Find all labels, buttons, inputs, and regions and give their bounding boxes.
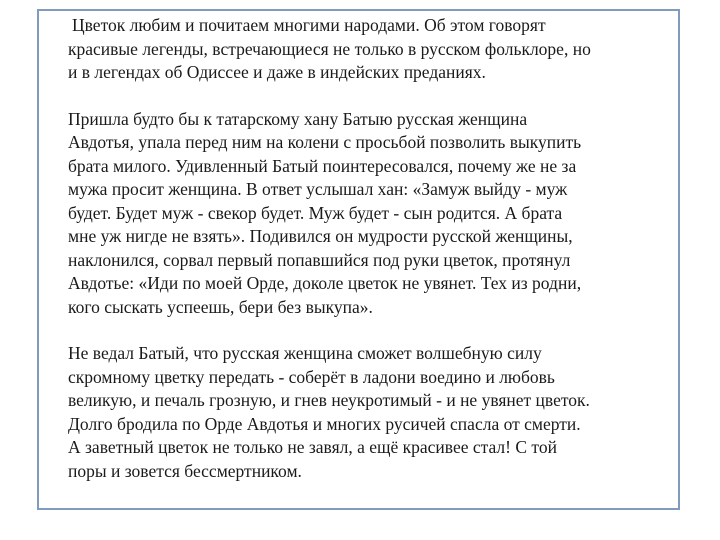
text-line: Не ведал Батый, что русская женщина сможет волшебную силу xyxy=(68,343,542,363)
text-line: кого сыскать успеешь, бери без выкупа». xyxy=(68,296,373,317)
paragraph-1 xyxy=(68,14,678,85)
text-line: брата милого. Удивленный Батый поинтересовался, почему же не за xyxy=(68,155,577,176)
text-line: мужа просит женщина. В ответ услышал хан: «Замуж выйду - муж xyxy=(68,179,568,199)
text-line: А заветный цветок не только не завял, а ещё красивее стал! С той xyxy=(68,437,557,457)
text-line: Цветок любим и почитаем многими народами. Об этом говорят xyxy=(72,15,546,35)
text-line: Долго бродила по Орде Авдотья и многих русичей спасла от смерти. xyxy=(68,413,581,434)
text-line: наклонился, сорвал первый попавшийся под руки цветок, протянул xyxy=(68,249,571,270)
text-line: Авдотья, упала перед ним на колени с просьбой позволить выкупить xyxy=(68,132,582,152)
paragraph-3 xyxy=(68,342,678,483)
text-line: будет. Будет муж - свекор будет. Муж будет - сын родится. А брата xyxy=(68,202,563,223)
text-line: поры и зовется бессмертником. xyxy=(68,460,302,481)
text-line: и в легендах об Одиссее и даже в индейских преданиях. xyxy=(68,62,486,82)
text-line: Авдотье: «Иди по моей Орде, доколе цветок не увянет. Тех из родни, xyxy=(68,273,582,293)
text-line: красивые легенды, встречающиеся не только в русском фольклоре, но xyxy=(68,38,591,59)
paragraph-2 xyxy=(68,108,678,320)
text-line: скромному цветку передать - соберёт в ладони воедино и любовь xyxy=(68,366,555,387)
text-line: великую, и печаль грозную, и гнев неукротимый - и не увянет цветок. xyxy=(68,390,590,410)
text-body xyxy=(68,14,678,506)
text-line: мне уж нигде не взять». Подивился он мудрости русской женщины, xyxy=(68,226,573,246)
text-line: Пришла будто бы к татарскому хану Батыю русская женщина xyxy=(68,108,528,129)
